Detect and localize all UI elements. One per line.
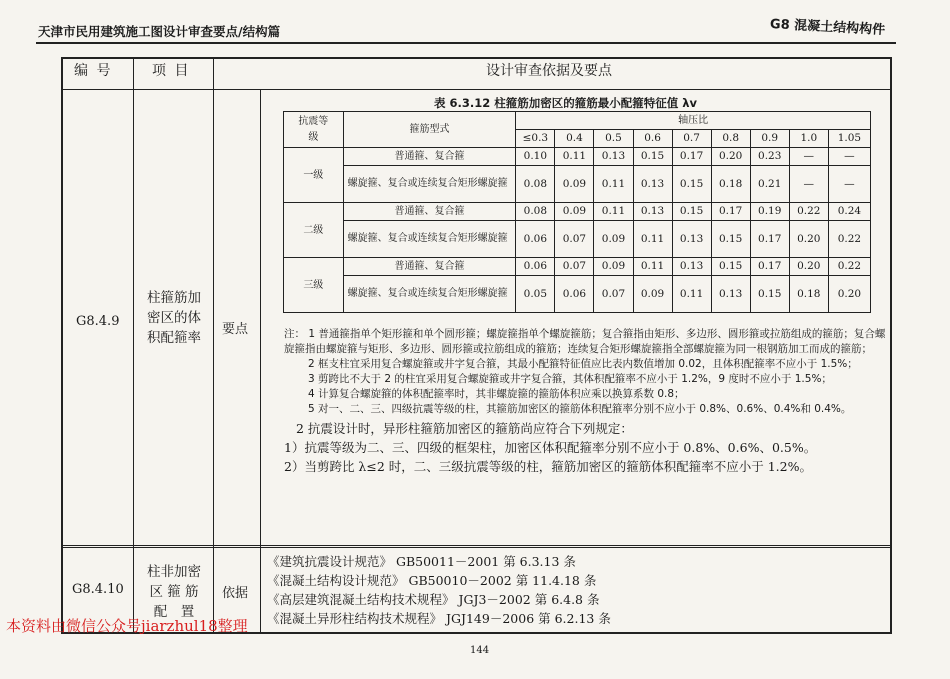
reference-list [267,552,611,628]
value-cell: — [828,166,870,203]
value-cell: 0.19 [750,203,789,221]
head-type: 箍筋型式 [343,112,516,148]
value-cell: 0.15 [750,276,789,313]
value-cell: 0.17 [750,221,789,258]
head-ratio: 轴压比 [516,112,871,130]
reference-item: 《建筑抗震设计规范》 GB50011－2001 第 6.3.13 条 [267,554,576,569]
grade-label: 一级 [284,148,344,203]
value-cell: 0.13 [594,148,633,166]
value-cell: 0.11 [633,221,672,258]
header-rule [36,42,896,44]
value-cell: 0.20 [828,276,870,313]
value-cell: 0.06 [555,276,594,313]
note-4: 4 计算复合螺旋箍的体积配箍率时，其非螺旋箍的箍筋体积应乘以换算系数 0.8； [308,388,685,400]
value-cell: 0.22 [828,221,870,258]
value-cell: 0.05 [516,276,555,313]
value-cell: 0.13 [672,258,711,276]
value-cell: 0.08 [516,166,555,203]
ratio-cell: 0.9 [750,130,789,148]
row1-kind: 要点 [222,322,249,337]
type-label: 螺旋箍、复合或连续复合矩形螺旋箍 [343,276,516,313]
value-cell: 0.11 [594,166,633,203]
reference-item: 《混凝土异形柱结构技术规程》 JGJ149－2006 第 6.2.13 条 [267,611,611,626]
type-label: 螺旋箍、复合或连续复合矩形螺旋箍 [343,166,516,203]
grade-label: 三级 [284,258,344,313]
value-cell: 0.21 [750,166,789,203]
type-label: 螺旋箍、复合或连续复合矩形螺旋箍 [343,221,516,258]
ratio-cell: 0.6 [633,130,672,148]
value-cell: 0.09 [555,203,594,221]
value-cell: 0.15 [633,148,672,166]
value-cell: 0.07 [555,221,594,258]
row-separator [61,545,892,548]
table-caption: 表 6.3.12 柱箍筋加密区的箍筋最小配箍特征值 λv [434,96,698,110]
type-label: 普通箍、复合箍 [343,258,516,276]
row2-item-line-3: 配 置 [153,604,195,620]
column-header-basis: 设计审查依据及要点 [486,63,612,79]
value-cell: 0.13 [633,166,672,203]
watermark-text: 本资料由微信公众号jiarzhul18整理 [6,617,248,635]
value-cell: 0.15 [672,203,711,221]
ratio-cell: 0.8 [711,130,750,148]
value-cell: 0.13 [711,276,750,313]
value-cell: 0.18 [711,166,750,203]
value-cell: — [789,148,828,166]
value-cell: 0.08 [516,203,555,221]
value-cell: 0.09 [594,258,633,276]
value-cell: 0.20 [711,148,750,166]
value-cell: 0.11 [555,148,594,166]
row1-code: G8.4.9 [76,314,120,329]
value-cell: 0.06 [516,258,555,276]
row1-item-line-2: 密区的体 [147,310,201,326]
row2-item [140,562,208,622]
row1-item [140,288,208,348]
running-header-title: 天津市民用建筑施工图设计审查要点/结构篇 [38,24,281,39]
value-cell: 0.24 [828,203,870,221]
value-cell: 0.15 [672,166,711,203]
value-cell: 0.20 [789,221,828,258]
extra-rule-heading: 2 抗震设计时，异形柱箍筋加密区的箍筋尚应符合下列规定： [296,421,633,436]
value-cell: 0.11 [633,258,672,276]
reference-item: 《混凝土结构设计规范》 GB50010－2002 第 11.4.18 条 [267,573,597,588]
ratio-cell: 0.5 [594,130,633,148]
row2-kind: 依据 [222,586,249,601]
value-cell: 0.09 [633,276,672,313]
ratio-cell: 0.7 [672,130,711,148]
type-label: 普通箍、复合箍 [343,203,516,221]
row2-item-line-1: 柱非加密 [147,564,201,580]
col-divider-3 [260,89,261,634]
value-cell: 0.22 [828,258,870,276]
value-cell: — [828,148,870,166]
ratio-cell: 0.4 [555,130,594,148]
page-number: 144 [470,645,490,656]
grade-label: 二级 [284,203,344,258]
column-header-number: 编 号 [74,63,113,79]
ratio-cell: ≤0.3 [516,130,555,148]
note-5: 5 对一、二、三、四级抗震等级的柱，其箍筋加密区的箍筋体积配箍率分别不应小于 0.8%、0.6%、0.4%和 0.4%。 [308,403,852,415]
running-header-section: G8 混凝土结构构件 [769,16,886,39]
value-cell: 0.11 [672,276,711,313]
value-cell: 0.23 [750,148,789,166]
note-1: 注： 1 普通箍指单个矩形箍和单个圆形箍；螺旋箍指单个螺旋箍筋；复合箍指由矩形、多边形、圆形箍或拉筋组成的箍筋；复合螺旋箍指由螺旋箍与矩形、多边形、圆形箍或拉筋组成的箍筋；连续复合矩形螺旋箍指全部螺旋箍为同一根钢筋加工而成的箍筋； [284,328,886,355]
row2-code: G8.4.10 [72,582,124,597]
value-cell: 0.20 [789,258,828,276]
value-cell: 0.06 [516,221,555,258]
value-cell: 0.10 [516,148,555,166]
column-header-item: 项 目 [152,63,191,79]
value-cell: — [789,166,828,203]
value-cell: 0.09 [594,221,633,258]
value-cell: 0.07 [594,276,633,313]
note-3: 3 剪跨比不大于 2 的柱宜采用复合螺旋箍或井字复合箍，其体积配箍率不应小于 1.2%，9 度时不应小于 1.5%； [308,373,832,385]
value-cell: 0.15 [711,258,750,276]
value-cell: 0.09 [555,166,594,203]
ratio-cell: 1.05 [828,130,870,148]
value-cell: 0.17 [711,203,750,221]
value-cell: 0.18 [789,276,828,313]
value-cell: 0.13 [633,203,672,221]
value-cell: 0.13 [672,221,711,258]
value-cell: 0.15 [711,221,750,258]
ratio-cell: 1.0 [789,130,828,148]
value-cell: 0.17 [672,148,711,166]
table-notes [284,327,892,476]
note-2: 2 框支柱宜采用复合螺旋箍或井字复合箍，其最小配箍特征值应比表内数值增加 0.02，且体积配箍率不应小于 1.5%； [308,358,858,370]
type-label: 普通箍、复合箍 [343,148,516,166]
stirrup-ratio-table [283,111,871,313]
row1-item-line-1: 柱箍筋加 [147,290,201,306]
row2-item-line-2: 区 箍 筋 [149,584,199,600]
value-cell: 0.11 [594,203,633,221]
value-cell: 0.22 [789,203,828,221]
row1-item-line-3: 积配箍率 [147,330,201,346]
head-grade: 抗震等级 [284,112,344,148]
header-row-rule [61,89,892,90]
extra-rule-1: 1）抗震等级为二、三、四级的框架柱，加密区体积配箍率分别不应小于 0.8%、0.6%、0.5%。 [284,440,817,455]
reference-item: 《高层建筑混凝土结构技术规程》 JGJ3－2002 第 6.4.8 条 [267,592,600,607]
extra-rule-2: 2）当剪跨比 λ≤2 时，二、三级抗震等级的柱，箍筋加密区的箍筋体积配箍率不应小于 1.2%。 [284,459,812,474]
value-cell: 0.17 [750,258,789,276]
value-cell: 0.07 [555,258,594,276]
